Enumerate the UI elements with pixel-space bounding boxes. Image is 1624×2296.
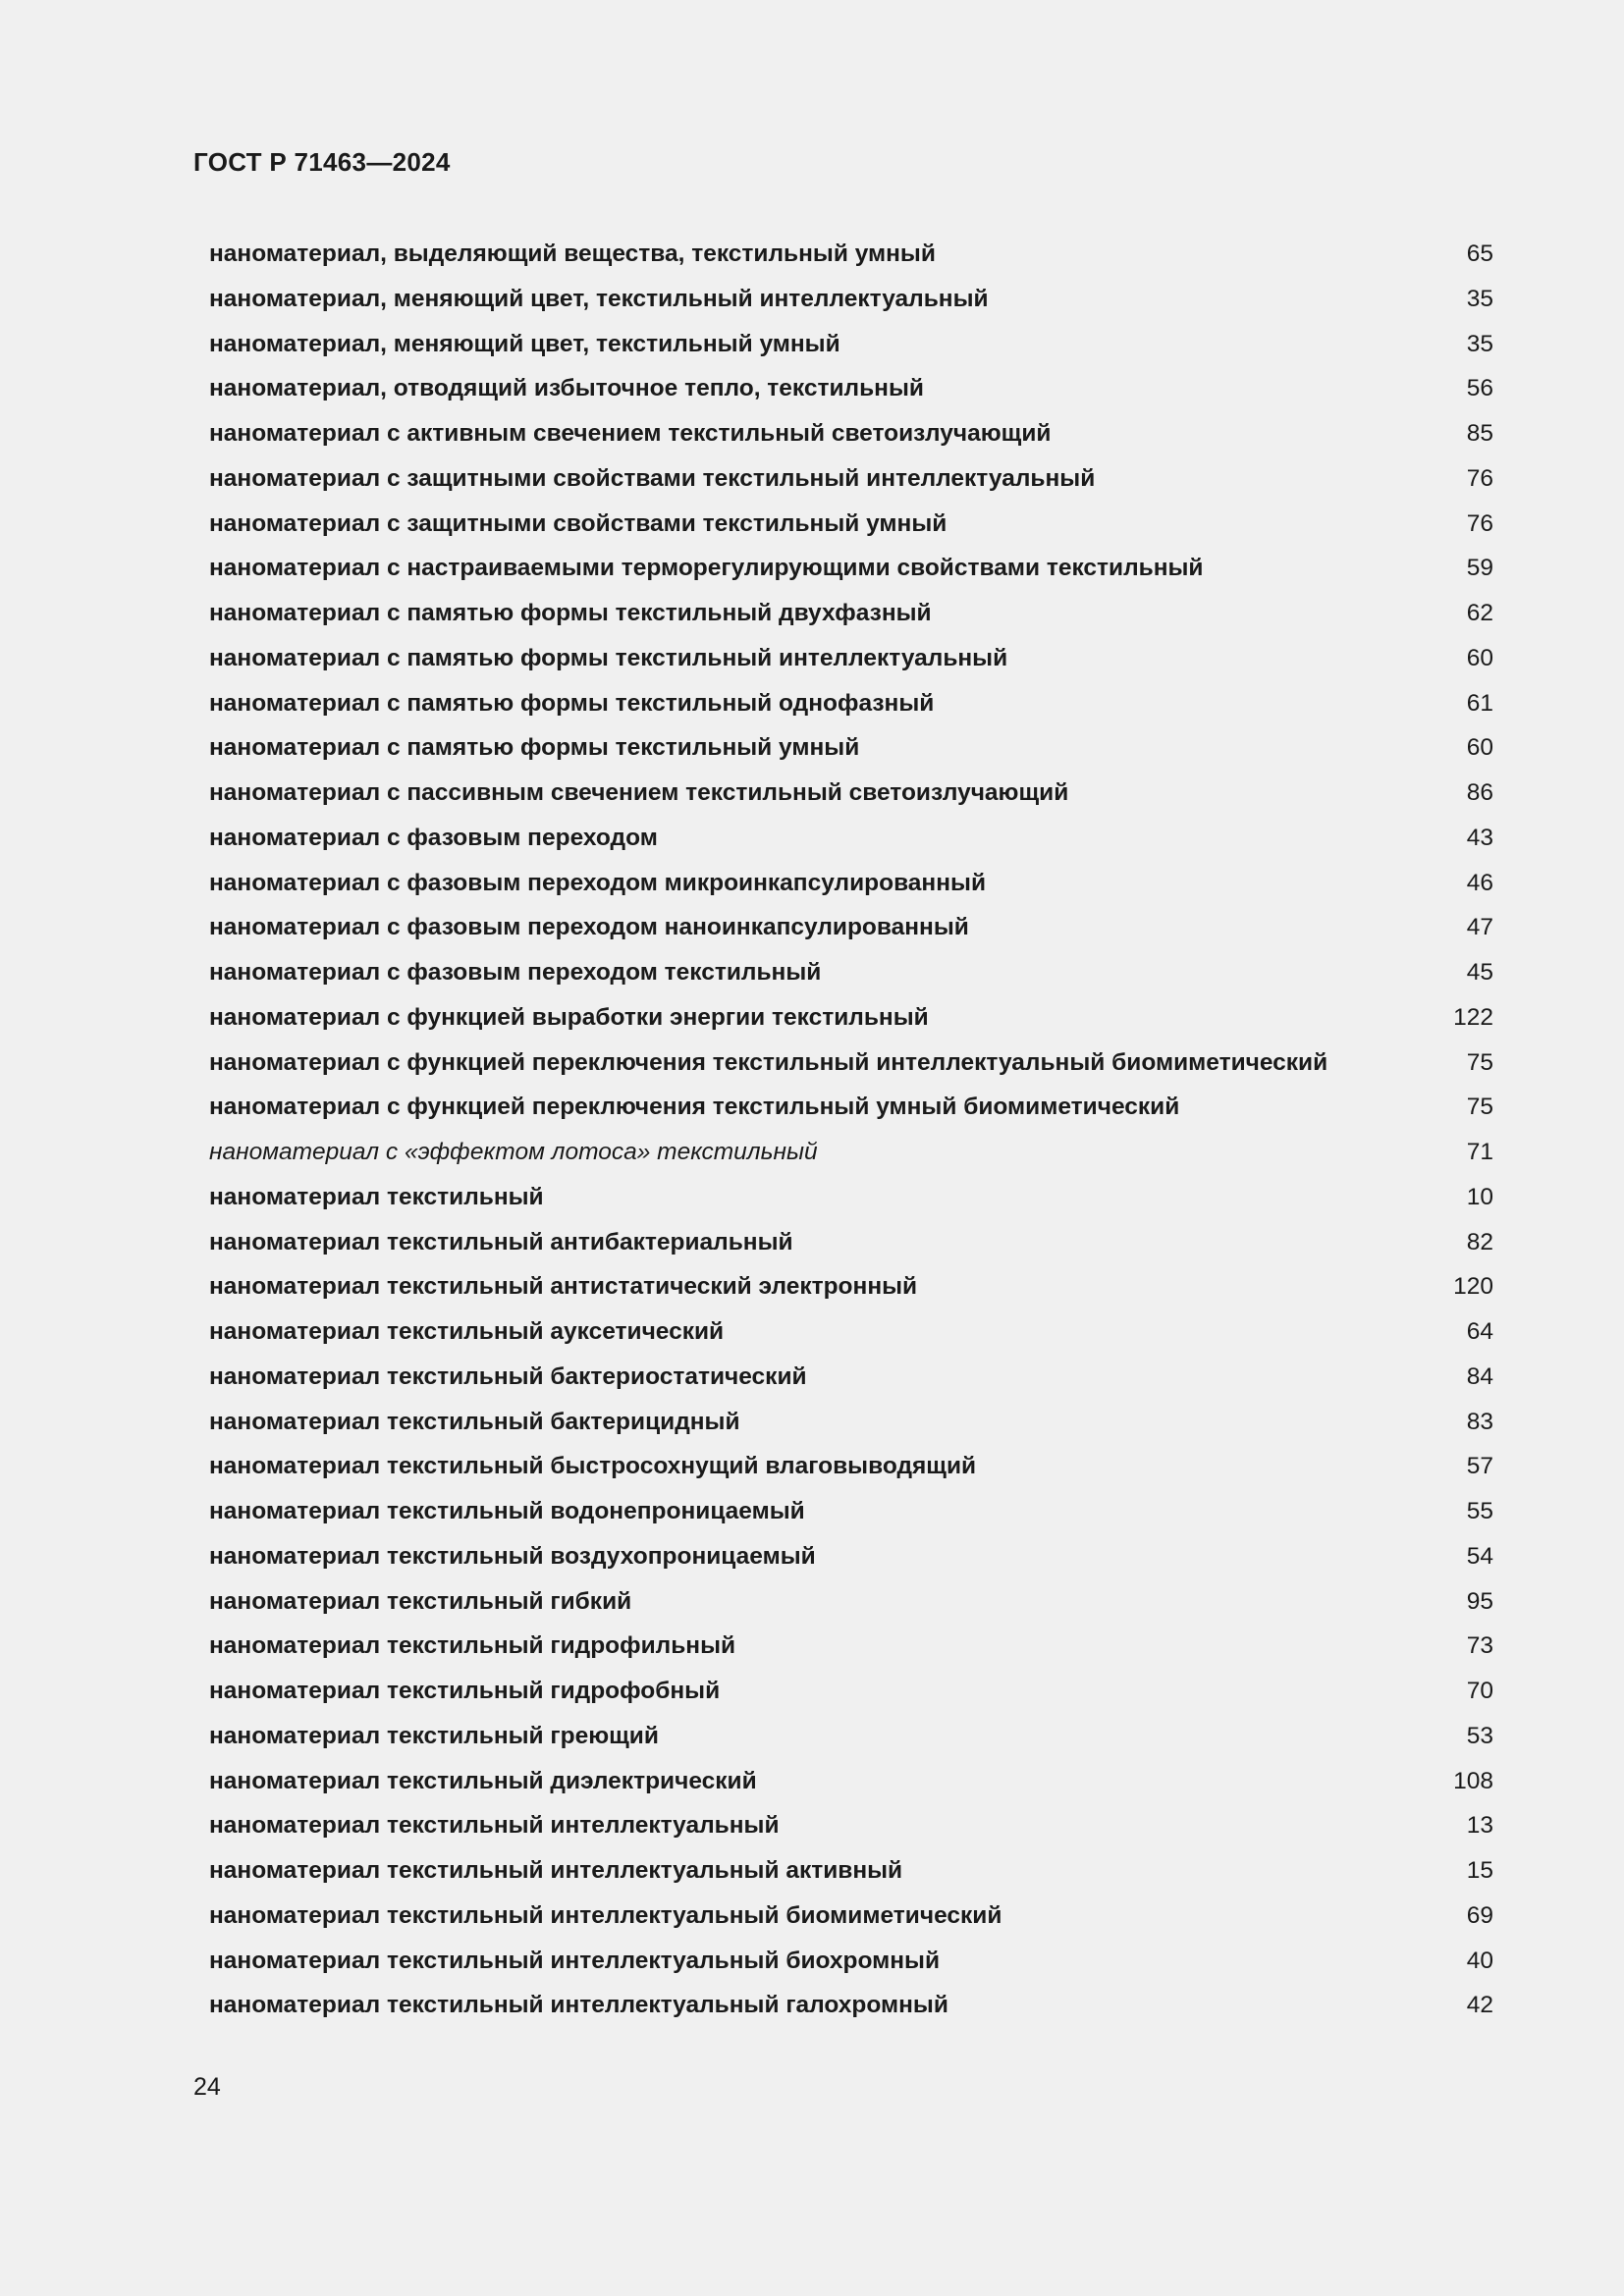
index-term: наноматериал, выделяющий вещества, текстильный умный <box>209 240 936 267</box>
index-entry <box>209 232 1493 277</box>
index-entry <box>209 1624 1493 1669</box>
index-term: наноматериал, отводящий избыточное тепло, текстильный <box>209 375 924 402</box>
index-entry <box>209 456 1493 502</box>
index-term: наноматериал текстильный интеллектуальный галохромный <box>209 1992 948 2019</box>
index-page-ref: 76 <box>1466 464 1493 492</box>
index-entry <box>209 591 1493 636</box>
index-page-ref: 120 <box>1453 1273 1493 1301</box>
index-term: наноматериал текстильный воздухопроницаемый <box>209 1542 816 1570</box>
index-page-ref: 43 <box>1466 824 1493 851</box>
index-page-ref: 55 <box>1466 1498 1493 1524</box>
index-entry <box>209 366 1493 411</box>
index-page-ref: 61 <box>1466 689 1493 717</box>
index-entry <box>209 1894 1493 1939</box>
index-entry <box>209 1041 1493 1086</box>
index-term: наноматериал с защитными свойствами текстильный умный <box>209 509 947 537</box>
index-page-ref: 10 <box>1466 1183 1493 1210</box>
index-entry <box>209 277 1493 322</box>
index-term: наноматериал с функцией переключения текстильный интеллектуальный биомиметический <box>209 1048 1328 1076</box>
index-entry <box>209 1714 1493 1759</box>
index-entry <box>209 636 1493 681</box>
index-page-ref: 35 <box>1466 330 1493 357</box>
index-entry <box>209 1489 1493 1534</box>
index-page-ref: 95 <box>1466 1587 1493 1615</box>
index-term: наноматериал текстильный бактериостатический <box>209 1362 807 1390</box>
index-term: наноматериал с памятью формы текстильный однофазный <box>209 689 935 717</box>
index-page-ref: 57 <box>1466 1453 1493 1480</box>
index-entry <box>209 1669 1493 1714</box>
index-page-ref: 54 <box>1466 1542 1493 1570</box>
index-page-ref: 64 <box>1466 1318 1493 1345</box>
index-entry <box>209 861 1493 906</box>
index-term: наноматериал текстильный быстросохнущий влаговыводящий <box>209 1453 977 1480</box>
index-page-ref: 71 <box>1466 1139 1493 1165</box>
index-term: наноматериал текстильный антибактериальный <box>209 1228 793 1255</box>
alphabetical-index-list <box>209 232 1493 2028</box>
index-page-ref: 53 <box>1466 1722 1493 1749</box>
index-page-ref: 122 <box>1453 1003 1493 1031</box>
index-term: наноматериал текстильный водонепроницаемый <box>209 1498 805 1524</box>
index-page-ref: 35 <box>1466 285 1493 312</box>
index-term: наноматериал текстильный интеллектуальный активный <box>209 1857 903 1884</box>
index-term: наноматериал текстильный интеллектуальный биохромный <box>209 1947 941 1974</box>
index-term: наноматериал с функцией переключения текстильный умный биомиметический <box>209 1094 1180 1121</box>
index-entry <box>209 995 1493 1041</box>
index-page-ref: 83 <box>1466 1408 1493 1435</box>
index-page-ref: 60 <box>1466 734 1493 762</box>
index-term: наноматериал с защитными свойствами текстильный интеллектуальный <box>209 464 1096 492</box>
index-entry <box>209 1309 1493 1355</box>
index-page-ref: 108 <box>1453 1767 1493 1794</box>
index-page-ref: 62 <box>1466 600 1493 626</box>
index-entry <box>209 1400 1493 1445</box>
index-entry <box>209 1175 1493 1220</box>
index-entry <box>209 1264 1493 1309</box>
index-term: наноматериал текстильный антистатический электронный <box>209 1273 918 1301</box>
index-entry <box>209 1803 1493 1848</box>
index-entry <box>209 322 1493 367</box>
index-term: наноматериал текстильный диэлектрический <box>209 1767 757 1794</box>
index-page-ref: 75 <box>1466 1048 1493 1076</box>
index-page-ref: 60 <box>1466 644 1493 671</box>
index-entry <box>209 681 1493 726</box>
index-term: наноматериал текстильный <box>209 1183 544 1210</box>
index-entry <box>209 1085 1493 1130</box>
index-entry <box>209 1759 1493 1804</box>
index-page-ref: 65 <box>1466 240 1493 267</box>
index-term: наноматериал с фазовым переходом микроинкапсулированный <box>209 869 987 896</box>
index-entry <box>209 771 1493 816</box>
index-term: наноматериал текстильный интеллектуальный <box>209 1812 780 1840</box>
index-term: наноматериал с функцией выработки энергии текстильный <box>209 1003 929 1031</box>
index-entry <box>209 502 1493 547</box>
index-page-ref: 86 <box>1466 779 1493 806</box>
index-entry <box>209 816 1493 861</box>
index-term: наноматериал, меняющий цвет, текстильный умный <box>209 330 840 357</box>
index-term: наноматериал с памятью формы текстильный умный <box>209 734 860 762</box>
index-term: наноматериал с памятью формы текстильный двухфазный <box>209 600 932 626</box>
index-page-ref: 59 <box>1466 555 1493 582</box>
index-entry <box>209 1220 1493 1265</box>
index-term: наноматериал текстильный греющий <box>209 1722 659 1749</box>
index-page-ref: 42 <box>1466 1992 1493 2019</box>
index-page-ref: 85 <box>1466 420 1493 447</box>
index-page-ref: 70 <box>1466 1678 1493 1704</box>
index-page-ref: 13 <box>1466 1812 1493 1840</box>
index-term: наноматериал с фазовым переходом текстильный <box>209 959 822 986</box>
index-entry <box>209 725 1493 771</box>
index-entry <box>209 905 1493 950</box>
index-page-ref: 56 <box>1466 375 1493 402</box>
index-term: наноматериал с активным свечением текстильный светоизлучающий <box>209 420 1052 447</box>
index-page-ref: 40 <box>1466 1947 1493 1974</box>
index-page-ref: 45 <box>1466 959 1493 986</box>
page-number: 24 <box>193 2073 221 2101</box>
index-entry <box>209 1130 1493 1175</box>
document-header: ГОСТ Р 71463—2024 <box>193 147 451 177</box>
index-term: наноматериал с фазовым переходом <box>209 824 658 851</box>
index-term: наноматериал текстильный гидрофильный <box>209 1632 736 1660</box>
index-term: наноматериал текстильный интеллектуальный биомиметический <box>209 1901 1002 1929</box>
index-term: наноматериал текстильный ауксетический <box>209 1318 725 1345</box>
index-term: наноматериал с пассивным свечением текстильный светоизлучающий <box>209 779 1069 806</box>
index-entry <box>209 950 1493 995</box>
index-term: наноматериал текстильный гидрофобный <box>209 1678 721 1704</box>
index-term: наноматериал, меняющий цвет, текстильный интеллектуальный <box>209 285 989 312</box>
index-page-ref: 76 <box>1466 509 1493 537</box>
index-term: наноматериал текстильный гибкий <box>209 1587 632 1615</box>
index-entry <box>209 1534 1493 1579</box>
index-entry <box>209 1444 1493 1489</box>
index-term: наноматериал с настраиваемыми терморегулирующими свойствами текстильный <box>209 555 1204 582</box>
index-term: наноматериал текстильный бактерицидный <box>209 1408 740 1435</box>
index-entry <box>209 1939 1493 1984</box>
index-entry <box>209 1983 1493 2028</box>
index-page-ref: 73 <box>1466 1632 1493 1660</box>
index-term: наноматериал с «эффектом лотоса» текстильный <box>209 1139 818 1165</box>
index-page-ref: 46 <box>1466 869 1493 896</box>
index-entry <box>209 1848 1493 1894</box>
index-page-ref: 75 <box>1466 1094 1493 1121</box>
index-entry <box>209 546 1493 591</box>
index-page-ref: 69 <box>1466 1901 1493 1929</box>
index-term: наноматериал с памятью формы текстильный интеллектуальный <box>209 644 1008 671</box>
index-entry <box>209 1579 1493 1625</box>
index-page-ref: 15 <box>1466 1857 1493 1884</box>
index-entry <box>209 1355 1493 1400</box>
index-entry <box>209 411 1493 456</box>
index-page-ref: 47 <box>1466 914 1493 941</box>
index-page-ref: 84 <box>1466 1362 1493 1390</box>
index-page-ref: 82 <box>1466 1228 1493 1255</box>
index-term: наноматериал с фазовым переходом наноинкапсулированный <box>209 914 969 941</box>
